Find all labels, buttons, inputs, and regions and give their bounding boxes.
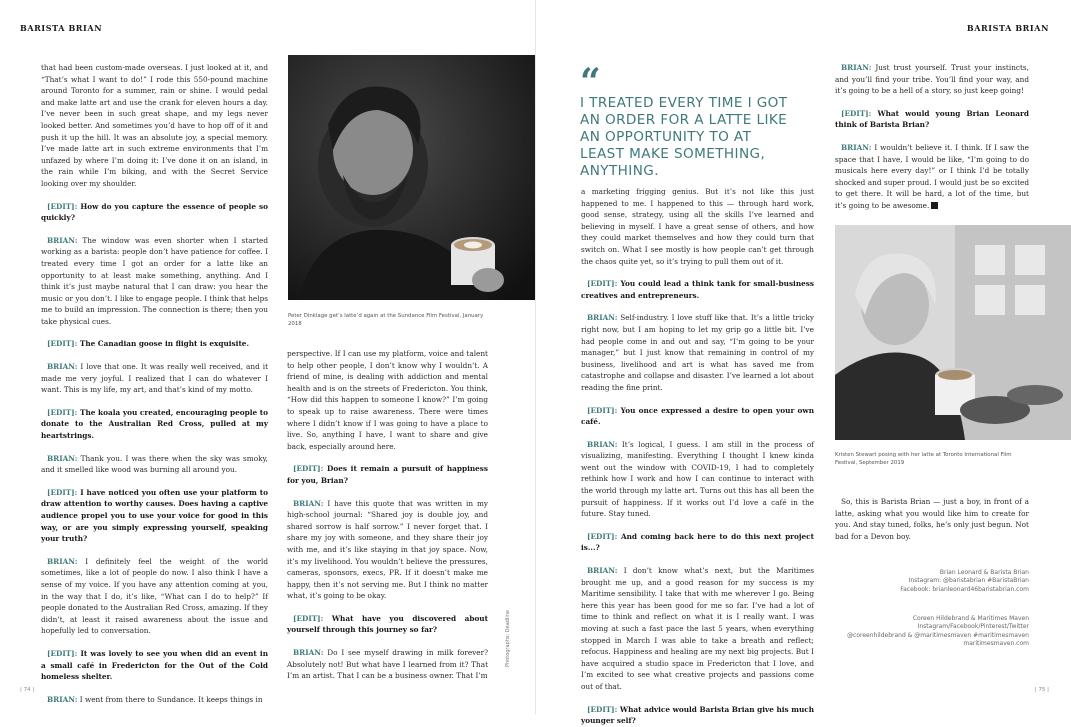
question-text: The Canadian goose in flight is exquisite. — [79, 339, 249, 349]
answer-text: The window was even shorter when I started working as a barista: people don’t have patience for coffee. I treated every time I got an order for a latte like an opportunity to at least make something, anything. And I think it’s just maybe natural that I can draw: you hear the music or you don’t. I like to engage people. I think that helps me to build an impression. The connection is there; then you take physical cues. — [41, 235, 268, 326]
speaker-label: BRIAN: — [587, 313, 618, 323]
article-column-4 — [835, 62, 1029, 223]
question-text: You once expressed a desire to open your own café. — [581, 405, 815, 427]
question-text: What advice would Barista Brian give his much younger self? — [581, 704, 815, 726]
answer-text: I wouldn’t believe it. I think. If I saw the space that I have, I would be like, “I’m going to do musicals here every day!” or I think I’d be totally shocked and super proud. I would just be so excited to get there. It will be hard, a lot of the time, but it’s going to be awesome. — [835, 142, 1029, 210]
speaker-label: BRIAN: — [293, 498, 324, 508]
interview-question — [581, 704, 814, 727]
article-column-1 — [41, 62, 268, 716]
photo-caption-stewart: Kristen Stewart posing with her latte at Toronto International Film Festival, September 2019 — [835, 452, 1012, 466]
question-text: What would young Brian Leonard think of Barista Brian? — [835, 108, 1029, 130]
answer-text: I definitely feel the weight of the world sometimes, like a lot of people do now. I also think I have a sense of my voice. If you have any attention coming at you, in the way that I do, it’s like, “What can I do to help?” If people donated to the Australian Red Cross, amazing. If they didn’t, at least it raised awareness about the issue and hopefully led to conversation. — [41, 556, 268, 636]
edit-label: [EDIT]: — [47, 648, 78, 658]
interview-question — [287, 463, 488, 486]
interview-answer — [287, 647, 488, 682]
col3-intro: a marketing frigging genius. But it’s not like this just happened to me. I happened to this — through hard work, good sense, strategy, using all the skills I’ve learned and believing in myself. I have a great sense of others, and how they could market themselves and how they could turn that switch on. What I see mostly is how people can’t get through the chaos quite yet, so it’s trying to pull them out of it. — [581, 187, 814, 266]
interview-question — [287, 613, 488, 636]
question-text: I have noticed you often use your platform to draw attention to worthy causes. Does having a captive audience propel you to use your voice for good in this way, or are you simply expressing yourself, speaking your truth? — [41, 487, 268, 544]
answer-text: I have this quote that was written in my high-school journal: “Shared joy is double joy, and shared sorrow is half sorrow.” I never forget that. I share my joy with someone, and they share their joy with me, and it’s like staying in that joy space. Now, it’s my livelihood. You wouldn’t believe the pressures, cameras, sponsors, execs, PR. If it doesn’t make me happy, then it’s not serving me. But I think no matter what, it’s going to be okay. — [287, 498, 488, 601]
page-gutter — [535, 0, 536, 714]
edit-label: [EDIT]: — [841, 108, 872, 118]
edit-label: [EDIT]: — [293, 464, 324, 474]
interview-answer — [581, 439, 814, 520]
speaker-label: BRIAN: — [47, 556, 78, 566]
speaker-label: BRIAN: — [47, 453, 78, 463]
question-text: You could lead a think tank for small-business creatives and entrepreneurs. — [581, 279, 814, 300]
answer-text: Self-industry. I love stuff like that. It’s a little tricky right now, but I am hoping to let my grip go a little bit. I’ve had people come in and out and say, “I’m going to be your manager,” but I just know that remaining in control of my business, livelihood and art is what has saved me from catastrophe and collapse and disaster. I’ve learned a lot about reading the fine print. — [581, 313, 814, 392]
question-text: And coming back here to do this next project is...? — [581, 531, 814, 553]
author-credits-brian — [809, 569, 1029, 594]
photo-caption-dinklage: Peter Dinklage get’s latte’d again at the Sundance Film Festival, January 2018 — [288, 313, 484, 327]
interview-question — [581, 278, 814, 301]
speaker-label: BRIAN: — [587, 566, 618, 576]
edit-label: [EDIT]: — [47, 201, 78, 211]
question-text: How do you capture the essence of people so quickly? — [41, 201, 268, 223]
interview-answer — [835, 62, 1029, 97]
col2-intro: perspective. If I can use my platform, voice and talent to help other people, I don’t know why I wouldn’t. A friend of mine, is dealing with addiction and mental health and is on the streets of Fredericton. You think, “How did this happen to someone I know?” I’m going to speak up to raise awareness. There were times where I didn’t know if I was going to have a place to live. So, anything I have, I want to share and give back, especially around here. — [287, 349, 488, 451]
edit-label: [EDIT]: — [587, 279, 618, 289]
answer-text: Just trust yourself. Trust your instincts, and you’ll find your tribe. You’ll find your way, and it’s going to be a hell of a story, so just keep going! — [835, 63, 1029, 96]
interview-answer — [41, 694, 268, 706]
running-head-right: BARISTA BRIAN — [966, 23, 1049, 33]
closing-paragraph: So, this is Barista Brian — just a boy, in front of a latte, asking what you would like him to create for you. And stay tuned, folks, he’s only just begun. Not bad for a Devon boy. — [835, 497, 1029, 541]
speaker-label: BRIAN: — [587, 439, 618, 449]
author-credits-coreen — [809, 615, 1029, 649]
question-text: Does it remain a pursuit of happiness for you, Brian? — [287, 464, 489, 485]
col4-interview — [835, 62, 1029, 212]
credit-line: Facebook: brianleonard46baristabrian.com — [900, 585, 1029, 593]
running-head-left: BARISTA BRIAN — [20, 23, 103, 33]
interview-answer — [287, 498, 488, 602]
speaker-label: BRIAN: — [47, 694, 78, 704]
interview-question — [41, 487, 268, 545]
question-text: It was lovely to see you when did an event in a small café in Fredericton for the Out of the Cold homeless shelter. — [41, 648, 268, 682]
page-number-right: | 75 | — [1034, 687, 1049, 693]
photo-peter-dinklage-art — [288, 55, 535, 300]
answer-text: It’s logical, I guess. I am still in the process of visualizing, manifesting. Everything I thought I knew kinda went out the window with COVID-19, I had to completely rethink how I work and how I can continue to interact with the world through my latte art. Turns out this has all been the pursuit of happiness. If it works out I’d love a café in the future. Stay tuned. — [581, 439, 814, 519]
speaker-label: BRIAN: — [293, 648, 324, 658]
photo-kristen-stewart — [835, 225, 1071, 440]
col1-interview — [41, 201, 268, 706]
credit-line: Instagram: @baristabrian #BaristaBrian — [908, 577, 1029, 585]
edit-label: [EDIT]: — [587, 531, 618, 541]
speaker-label: BRIAN: — [841, 63, 872, 72]
end-mark-icon — [931, 202, 938, 209]
photo-peter-dinklage — [288, 55, 535, 300]
interview-question — [581, 531, 814, 554]
col2-interview — [287, 463, 488, 682]
photo-kristen-stewart-art — [835, 225, 1071, 440]
interview-answer — [41, 235, 268, 328]
credit-line: Instagram/Facebook/Pinterest/Twitter — [917, 623, 1029, 631]
pull-quote: I TREATED EVERY TIME I GOT AN ORDER FOR A LATTE LIKE AN OPPORTUNITY TO AT LEAST MAKE SOMETHING, ANYTHING. — [580, 95, 788, 179]
speaker-label: BRIAN: — [47, 235, 78, 245]
answer-text: I love that one. It was really well received, and it made me very joyful. I realized that I can do whatever I want. This is my life, my art, and that’s kind of my motto. — [41, 362, 268, 395]
col3-interview — [581, 278, 814, 727]
closing-paragraph-block — [835, 496, 1029, 553]
speaker-label: BRIAN: — [841, 142, 872, 152]
credit-line: Brian Leonard & Barista Brian — [939, 569, 1029, 576]
edit-label: [EDIT]: — [293, 613, 324, 623]
edit-label: [EDIT]: — [47, 487, 78, 497]
interview-answer — [581, 312, 814, 393]
photo-credit: Photographs: Deadline — [505, 610, 511, 667]
interview-question — [41, 338, 268, 350]
page-number-left: | 74 | — [20, 687, 35, 693]
interview-question — [41, 201, 268, 224]
edit-label: [EDIT]: — [587, 405, 618, 415]
credit-line: maritimesmaven.com — [963, 640, 1029, 648]
col1-intro: that had been custom-made overseas. I just looked at it, and “That’s what I want to do!” I rode this 550-pound machine around Toronto for a summer, rain or shine. I would pedal and make latte art and use the crank for eleven hours a day. I’ve never been in such great shape, and my legs never looked better. And sometimes you’d have to hop off of it and push it up the hill. It was an absolute joy, a special memory. I’ve made latte art in such extreme environments that I’m unfazed by where I’m doing it: I’ve done it on an island, in the rain while I’m biking, and with the Secret Service looking over my shoulder. — [41, 63, 268, 188]
article-column-3 — [581, 186, 814, 727]
interview-answer — [41, 361, 268, 396]
interview-answer — [41, 453, 268, 476]
interview-question — [41, 648, 268, 683]
interview-question — [41, 407, 268, 442]
credit-line: @coreenhildebrand & @maritimesmaven #maritimesmaven — [847, 631, 1029, 639]
answer-text: I don’t know what’s next, but the Maritimes brought me up, and a good reason for my success is my Maritime sensibility. I take that with me wherever I go. Being here this year has been good for me so far. I’ve had a lot of time to think and reflect on what it is I really want. I was moving at such a fast pace the last 5 years, when everything stopped in March I was able to take a breath and reflect; refocus. Happiness and healing are my next big projects. But I have acquired a studio space in Fredericton that I love, and I’m excited to see what creative projects and passions come out of that. — [581, 566, 814, 691]
edit-label: [EDIT]: — [47, 339, 78, 349]
answer-text: Do I see myself drawing in milk forever? Absolutely not! But what have I learned from it? That I’m an artist. That I can be a business owner. That I’m — [287, 648, 488, 681]
quote-mark-icon: “ — [580, 61, 601, 103]
credit-line: Coreen Hildebrand & Maritimes Maven — [912, 615, 1029, 622]
interview-answer — [835, 142, 1029, 212]
interview-answer — [41, 556, 268, 637]
question-text: The koala you created, encouraging people to donate to the Australian Red Cross, pulled at my heartstrings. — [41, 407, 269, 441]
article-column-2 — [287, 348, 488, 693]
edit-label: [EDIT]: — [47, 407, 78, 417]
question-text: What have you discovered about yourself through this journey so far? — [287, 613, 488, 635]
interview-question — [835, 108, 1029, 131]
interview-answer — [581, 565, 814, 693]
answer-text: Thank you. I was there when the sky was smoky, and it smelled like wood was burning all around you. — [41, 453, 268, 475]
edit-label: [EDIT]: — [587, 704, 618, 714]
interview-question — [581, 405, 814, 428]
speaker-label: BRIAN: — [47, 362, 78, 372]
answer-text: I went from there to Sundance. It keeps things in — [79, 694, 263, 704]
